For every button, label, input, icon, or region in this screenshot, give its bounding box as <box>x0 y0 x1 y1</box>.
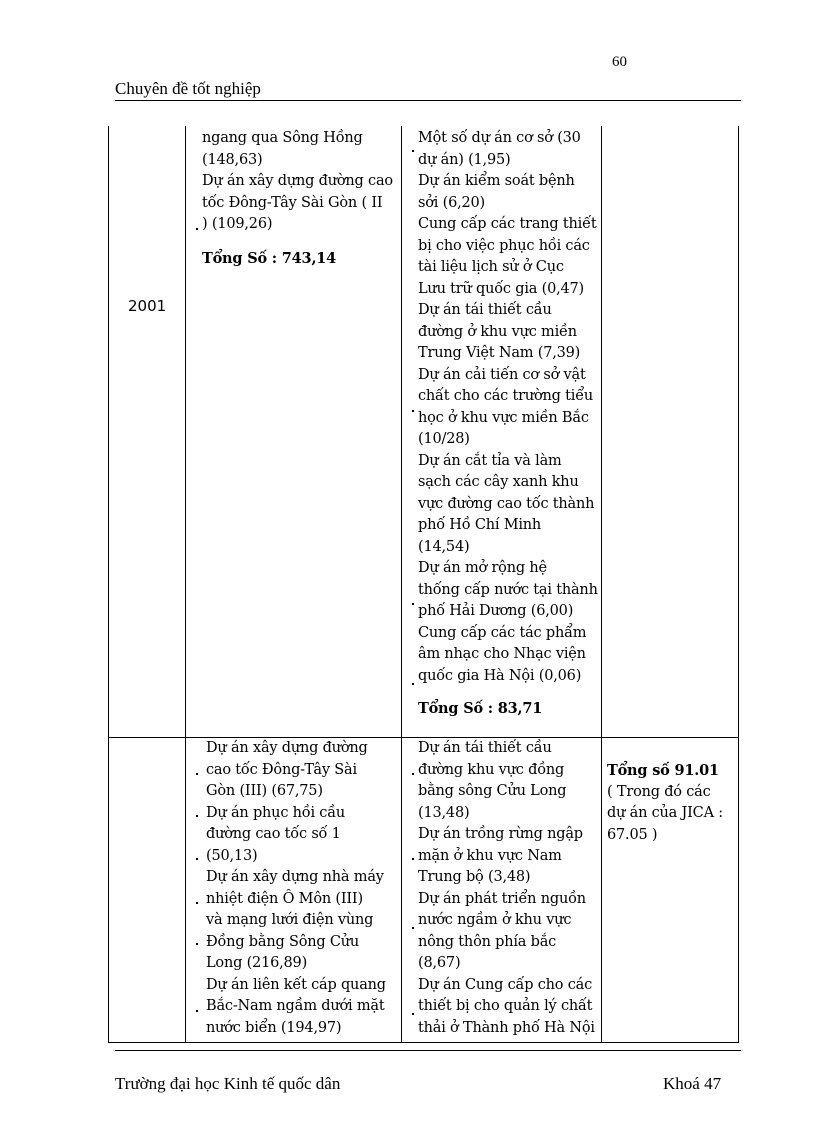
cell-line: Dự án tái thiết cầu <box>418 302 552 318</box>
page-number: 60 <box>612 54 627 70</box>
footer-rule <box>115 1050 741 1051</box>
cell-line: âm nhạc cho Nhạc viện <box>418 646 586 662</box>
cell-line: Dự án xây dựng đường <box>206 740 368 756</box>
cell-line: ( Trong đó các <box>607 783 711 800</box>
bullet-dot <box>412 773 414 775</box>
cell-line: thống cấp nước tại thành <box>418 581 598 598</box>
cell-line: Dự án Cung cấp cho các <box>418 976 593 993</box>
cell-line: tài liệu lịch sử ở Cục <box>418 259 564 275</box>
cell-line: đường cao tốc số 1 <box>206 826 341 842</box>
cell-line: đường ở khu vực miền <box>418 323 577 340</box>
cell-line: nước biển (194,97) <box>206 1019 342 1036</box>
cell-line: ngang qua Sông Hồng <box>202 130 363 146</box>
cell-line: Dự án phục hồi cầu <box>206 804 346 821</box>
cell-line: (50,13) <box>206 847 258 864</box>
cell-line: Cung cấp các tác phẩm <box>418 624 587 641</box>
cell-line: sởi (6,20) <box>418 194 486 211</box>
cell-line: dự án của JICA : <box>607 805 723 821</box>
table-divider-1 <box>185 126 186 1043</box>
cell-line: Dự án liên kết cáp quang <box>206 976 386 993</box>
bullet-dot <box>412 150 414 152</box>
cell-line: nông thôn phía bắc <box>418 933 557 950</box>
cell-line: Một số dự án cơ sở (30 <box>418 130 581 146</box>
bullet-dot <box>412 410 414 412</box>
row1-grants-cell <box>418 128 600 720</box>
cell-line: ) (109,26) <box>202 216 273 232</box>
cell-line: thải ở Thành phố Hà Nội <box>418 1019 595 1036</box>
cell-line: (8,67) <box>418 955 461 971</box>
cell-line: bị cho việc phục hồi các <box>418 237 590 254</box>
cell-line: Dự án cắt tỉa và làm <box>418 452 562 469</box>
bullet-dot <box>196 1010 198 1012</box>
row1-total-yen-loans: Tổng Số : 743,14 <box>202 249 337 267</box>
cell-line: (13,48) <box>418 804 470 821</box>
cell-line: học ở khu vực miền Bắc <box>418 409 589 426</box>
cell-line: cao tốc Đông-Tây Sài <box>206 761 357 778</box>
cell-line: mặn ở khu vực Nam <box>418 847 562 864</box>
bullet-dot <box>412 927 414 929</box>
cell-line: Long (216,89) <box>206 955 308 971</box>
cell-line: phố Hồ Chí Minh <box>418 517 542 533</box>
table-divider-3 <box>601 126 602 1043</box>
row1-total-grants: Tổng Số : 83,71 <box>418 700 543 717</box>
cell-line: 67.05 ) <box>607 826 658 843</box>
cell-line: Dự án trồng rừng ngập <box>418 826 583 842</box>
cell-line: bằng sông Cửu Long <box>418 783 567 799</box>
cell-line: Gòn (III) (67,75) <box>206 783 323 799</box>
cell-line: chất cho các trường tiểu <box>418 388 594 404</box>
cell-line: thiết bị cho quản lý chất <box>418 998 593 1014</box>
cell-line: và mạng lưới điện vùng <box>206 912 374 928</box>
cell-line: quốc gia Hà Nội (0,06) <box>418 667 582 684</box>
cell-line: Lưu trữ quốc gia (0,47) <box>418 280 585 297</box>
cell-line: Cung cấp các trang thiết <box>418 216 597 232</box>
cell-line: Dự án kiểm soát bệnh <box>418 173 575 189</box>
cell-line: dự án) (1,95) <box>418 151 511 168</box>
row2-projects-cell <box>206 738 400 1039</box>
row2-total: Tổng số 91.01 <box>607 762 719 779</box>
cell-line: Dự án xây dựng nhà máy <box>206 869 384 885</box>
cell-line: phố Hải Dương (6,00) <box>418 603 574 619</box>
header-title: Chuyên đề tốt nghiệp <box>115 79 261 98</box>
cell-line: Dự án xây dựng đường cao <box>202 173 393 189</box>
cell-line: Dự án tái thiết cầu <box>418 740 552 756</box>
cell-line: Dự án mở rộng hệ <box>418 560 547 576</box>
row1-projects-cell <box>202 128 398 269</box>
bullet-dot <box>196 943 198 945</box>
bullet-dot <box>196 902 198 904</box>
cell-line: (14,54) <box>418 538 470 555</box>
table-border-bottom <box>108 1042 739 1043</box>
row2-total-cell <box>607 760 737 846</box>
header-rule <box>115 100 741 101</box>
cell-line: vực đường cao tốc thành <box>418 495 595 512</box>
bullet-dot <box>196 228 198 230</box>
cell-line: đường khu vực đồng <box>418 761 565 778</box>
cell-line: (148,63) <box>202 151 263 168</box>
cell-line: Dự án phát triển nguồn <box>418 890 586 907</box>
cell-line: nước ngầm ở khu vực <box>418 912 572 928</box>
cell-line: Trung Việt Nam (7,39) <box>418 345 581 361</box>
cell-line: Đồng bằng Sông Cửu <box>206 933 360 950</box>
cell-line: Trung bộ (3,48) <box>418 869 531 885</box>
bullet-dot <box>412 683 414 685</box>
cell-line: Dự án cải tiến cơ sở vật <box>418 366 586 383</box>
year-cell: 2001 <box>128 297 167 315</box>
bullet-dot <box>196 815 198 817</box>
footer-university: Trường đại học Kinh tế quốc dân <box>115 1074 341 1093</box>
table-border-right <box>738 126 739 1043</box>
cell-line: tốc Đông-Tây Sài Gòn ( II <box>202 194 383 211</box>
bullet-dot <box>196 858 198 860</box>
cell-line: sạch các cây xanh khu <box>418 474 579 490</box>
bullet-dot <box>412 1013 414 1015</box>
cell-line: nhiệt điện Ô Môn (III) <box>206 890 363 907</box>
footer-course: Khoá 47 <box>663 1074 722 1093</box>
cell-line: Bắc-Nam ngầm dưới mặt <box>206 998 385 1014</box>
bullet-dot <box>412 858 414 860</box>
table-border-left <box>108 126 109 1043</box>
bullet-dot <box>196 773 198 775</box>
bullet-dot <box>412 603 414 605</box>
cell-line: (10/28) <box>418 431 470 447</box>
row2-grants-cell <box>418 738 600 1039</box>
table-divider-2 <box>401 126 402 1043</box>
